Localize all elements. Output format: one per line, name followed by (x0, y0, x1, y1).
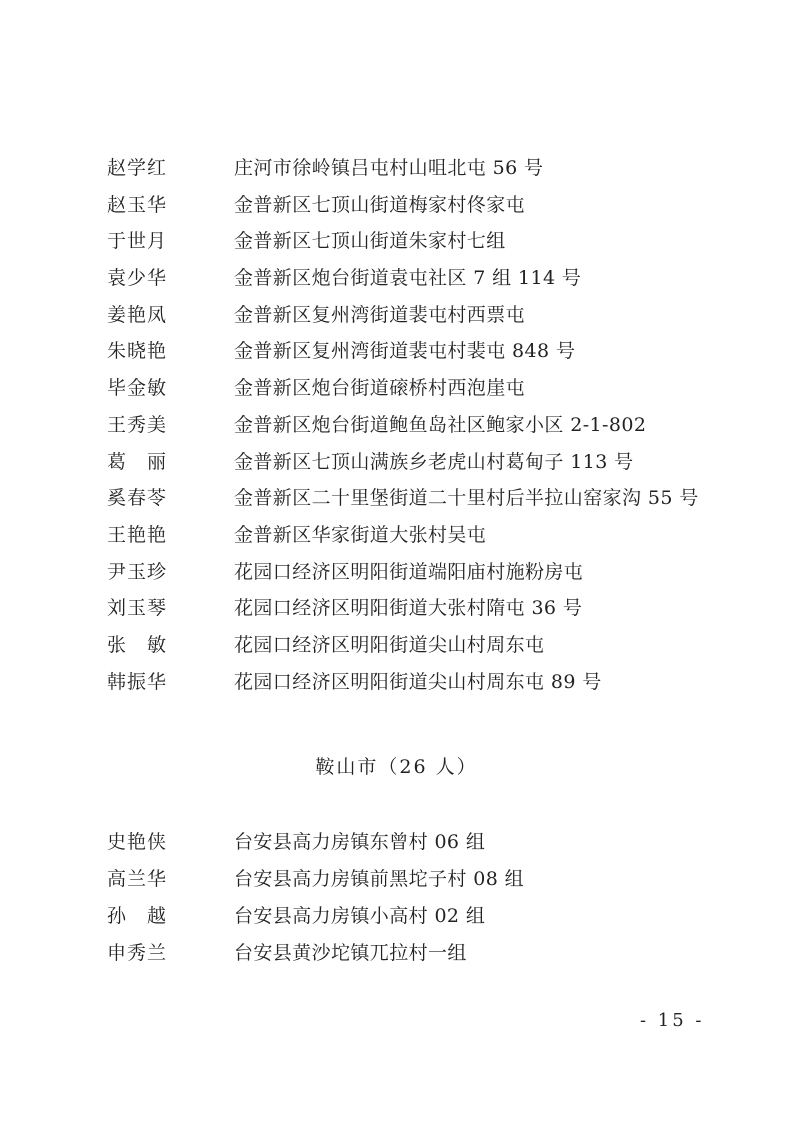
list-item (0, 554, 793, 591)
list-item (0, 223, 793, 260)
person-address: 金普新区七顶山街道梅家村佟家屯 (234, 193, 526, 216)
person-name: 孙 越 (107, 905, 168, 927)
person-address: 花园口经济区明阳街道大张村隋屯 36 号 (234, 597, 583, 620)
list-item (0, 297, 793, 334)
section-heading-anshan: 鞍山市（26 人） (315, 756, 478, 778)
person-name: 毕金敏 (107, 377, 168, 400)
list-item (0, 444, 793, 481)
list-item (0, 370, 793, 407)
person-name: 高兰华 (107, 868, 168, 890)
person-name: 刘玉琴 (107, 597, 168, 620)
person-address: 台安县高力房镇东曾村 06 组 (234, 831, 486, 853)
list-item (0, 333, 793, 370)
person-address: 台安县高力房镇前黑坨子村 08 组 (234, 868, 525, 890)
person-address: 台安县高力房镇小高村 02 组 (234, 905, 486, 927)
list-item (0, 861, 793, 898)
person-name: 赵玉华 (107, 193, 168, 216)
list-item (0, 898, 793, 935)
recipient-list-anshan (0, 824, 793, 972)
list-item (0, 150, 793, 187)
person-name: 奚春苓 (107, 487, 168, 510)
person-name: 于世月 (107, 230, 168, 253)
person-name: 史艳侠 (107, 831, 168, 853)
list-item (0, 517, 793, 554)
list-item (0, 824, 793, 861)
list-item (0, 590, 793, 627)
list-item (0, 664, 793, 701)
list-item (0, 187, 793, 224)
page-number: - 15 - (640, 1010, 705, 1031)
person-name: 袁少华 (107, 267, 168, 290)
person-address: 金普新区七顶山满族乡老虎山村葛甸子 113 号 (234, 450, 634, 473)
person-name: 朱晓艳 (107, 340, 168, 363)
person-name: 韩振华 (107, 670, 168, 693)
person-address: 金普新区复州湾街道裴屯村裴屯 848 号 (234, 340, 576, 363)
person-name: 赵学红 (107, 157, 168, 179)
person-name: 张 敏 (107, 633, 168, 656)
person-address: 金普新区炮台街道磙桥村西泡崖屯 (234, 377, 526, 400)
person-name: 尹玉珍 (107, 560, 168, 583)
person-name: 姜艳凤 (107, 303, 168, 326)
person-address: 花园口经济区明阳街道尖山村周东屯 (234, 633, 545, 656)
person-address: 金普新区炮台街道袁屯社区 7 组 114 号 (234, 267, 582, 290)
person-address: 金普新区华家街道大张村吴屯 (234, 523, 487, 546)
recipient-list-dalian (0, 150, 793, 700)
person-address: 金普新区炮台街道鲍鱼岛社区鲍家小区 2-1-802 (234, 413, 647, 436)
person-address: 金普新区二十里堡街道二十里村后半拉山窑家沟 55 号 (234, 487, 699, 510)
person-address: 庄河市徐岭镇吕屯村山咀北屯 56 号 (234, 157, 544, 179)
person-address: 花园口经济区明阳街道尖山村周东屯 89 号 (234, 670, 602, 693)
list-item (0, 627, 793, 664)
person-address: 金普新区复州湾街道裴屯村西票屯 (234, 303, 526, 326)
person-name: 王艳艳 (107, 523, 168, 546)
list-item (0, 935, 793, 972)
person-address: 花园口经济区明阳街道端阳庙村施粉房屯 (234, 560, 584, 583)
list-item (0, 407, 793, 444)
person-name: 申秀兰 (107, 942, 168, 964)
person-name: 葛 丽 (107, 450, 168, 473)
person-name: 王秀美 (107, 413, 168, 436)
person-address: 台安县黄沙坨镇兀拉村一组 (234, 942, 467, 964)
list-item (0, 260, 793, 297)
person-address: 金普新区七顶山街道朱家村七组 (234, 230, 506, 253)
list-item (0, 480, 793, 517)
